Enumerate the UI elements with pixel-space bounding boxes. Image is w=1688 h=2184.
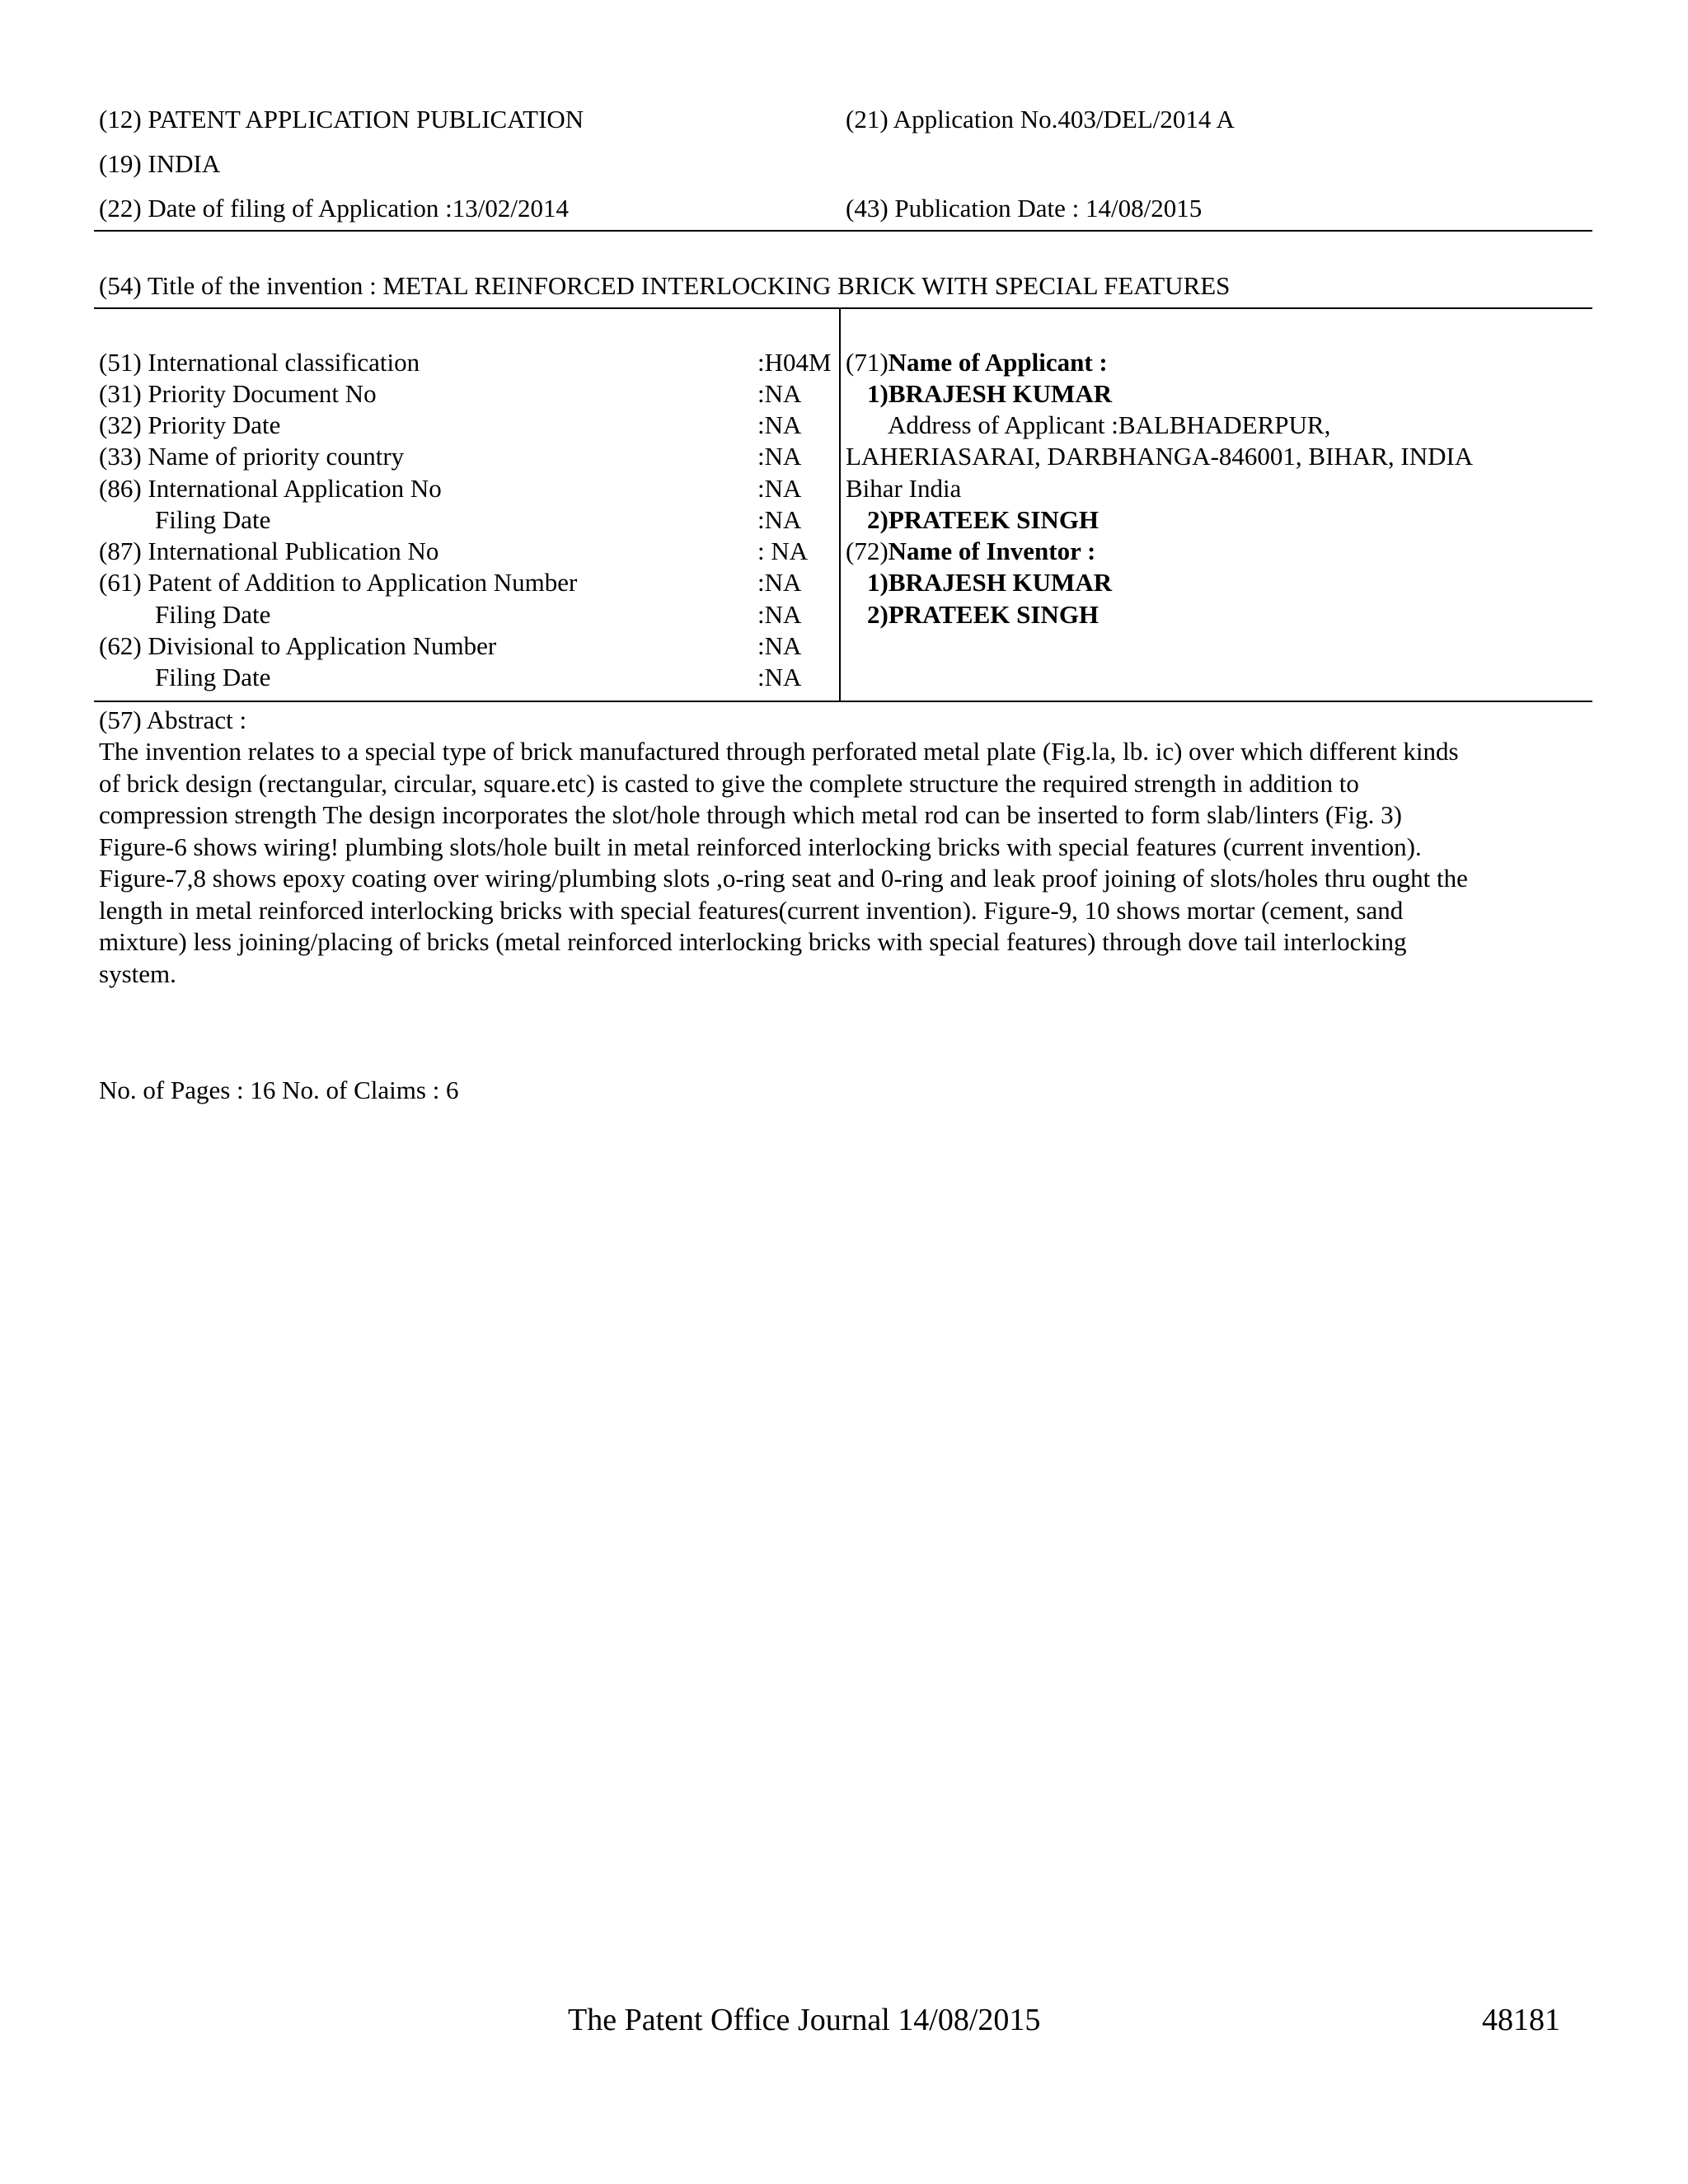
abstract-line: The invention relates to a special type of brick manufactured through perforated metal plate (Fig.la, lb. ic) over which different kinds (99, 737, 1459, 766)
field-value: :NA (757, 663, 802, 691)
applicant-prefix: (71) (846, 348, 889, 377)
abstract-line: of brick design (rectangular, circular, square.etc) is casted to give the complete structure the required strength in addition to (99, 768, 1359, 798)
field-label: (51) International classification (99, 348, 420, 377)
field-label: (31) Priority Document No (99, 379, 377, 408)
applicant-address-line-3: Bihar India (846, 474, 962, 503)
applicant-heading (846, 347, 1108, 378)
applicant-heading-label: Name of Applicant : (888, 348, 1108, 377)
application-number: (21) Application No.403/DEL/2014 A (846, 105, 1235, 134)
field-label: (86) International Application No (99, 474, 442, 503)
abstract-line: compression strength The design incorporates the slot/hole through which metal rod can be inserted to form slab/linters (Fig. 3) (99, 800, 1402, 829)
abstract-line: system. (99, 958, 176, 988)
field-label: Filing Date (155, 600, 271, 629)
publication-type: (12) PATENT APPLICATION PUBLICATION (99, 105, 584, 134)
field-value: :NA (757, 631, 802, 660)
inventor-name-2: 2)PRATEEK SINGH (867, 600, 1100, 629)
invention-title: (54) Title of the invention : METAL REINFORCED INTERLOCKING BRICK WITH SPECIAL FEATURES (99, 271, 1231, 300)
pages-and-claims: No. of Pages : 16 No. of Claims : 6 (99, 1076, 459, 1104)
country: (19) INDIA (99, 149, 221, 178)
title-divider (94, 307, 1592, 309)
field-value: :NA (757, 600, 802, 629)
field-label: (87) International Publication No (99, 537, 439, 565)
filing-date: (22) Date of filing of Application :13/02/2014 (99, 194, 569, 223)
field-value: :NA (757, 505, 802, 534)
field-value: :NA (757, 379, 802, 408)
field-value: :NA (757, 410, 802, 439)
fields-divider (94, 701, 1592, 702)
page-number: 48181 (1482, 2003, 1560, 2037)
field-value: : NA (757, 537, 809, 565)
field-label: (32) Priority Date (99, 410, 281, 439)
field-value: :H04M (757, 348, 832, 377)
abstract-line: length in metal reinforced interlocking bricks with special features(current invention). Figure-9, 10 shows mortar (cement, sand (99, 895, 1404, 925)
field-value: :NA (757, 474, 802, 503)
abstract-line: Figure-7,8 shows epoxy coating over wiring/plumbing slots ,o-ring seat and 0-ring and leak proof joining of slots/holes thru ought the (99, 864, 1468, 893)
journal-footer: The Patent Office Journal 14/08/2015 (568, 2003, 1041, 2037)
applicant-address-line-1: Address of Applicant :BALBHADERPUR, (888, 410, 1331, 439)
field-label: (33) Name of priority country (99, 442, 405, 471)
field-label: (62) Divisional to Application Number (99, 631, 497, 660)
applicant-name-2: 2)PRATEEK SINGH (867, 505, 1100, 534)
header-divider (94, 230, 1592, 232)
field-value: :NA (757, 568, 802, 597)
abstract-body (99, 736, 1582, 990)
inventor-name-1: 1)BRAJESH KUMAR (867, 568, 1113, 597)
inventor-prefix: (72) (846, 537, 889, 565)
inventor-heading (846, 536, 1095, 567)
abstract-line: Figure-6 shows wiring! plumbing slots/hole built in metal reinforced interlocking bricks with special features (current invention). (99, 832, 1422, 861)
publication-date: (43) Publication Date : 14/08/2015 (846, 194, 1203, 223)
applicant-address-line-2: LAHERIASARAI, DARBHANGA-846001, BIHAR, INDIA (846, 442, 1474, 471)
column-divider (839, 307, 841, 701)
inventor-heading-label: Name of Inventor : (888, 537, 1096, 565)
field-label: Filing Date (155, 663, 271, 691)
abstract-heading: (57) Abstract : (99, 705, 247, 734)
field-label: (61) Patent of Addition to Application Number (99, 568, 578, 597)
applicant-name-1: 1)BRAJESH KUMAR (867, 379, 1113, 408)
field-label: Filing Date (155, 505, 271, 534)
field-value: :NA (757, 442, 802, 471)
abstract-line: mixture) less joining/placing of bricks (metal reinforced interlocking bricks with special features) through dove tail interlocking (99, 927, 1407, 956)
